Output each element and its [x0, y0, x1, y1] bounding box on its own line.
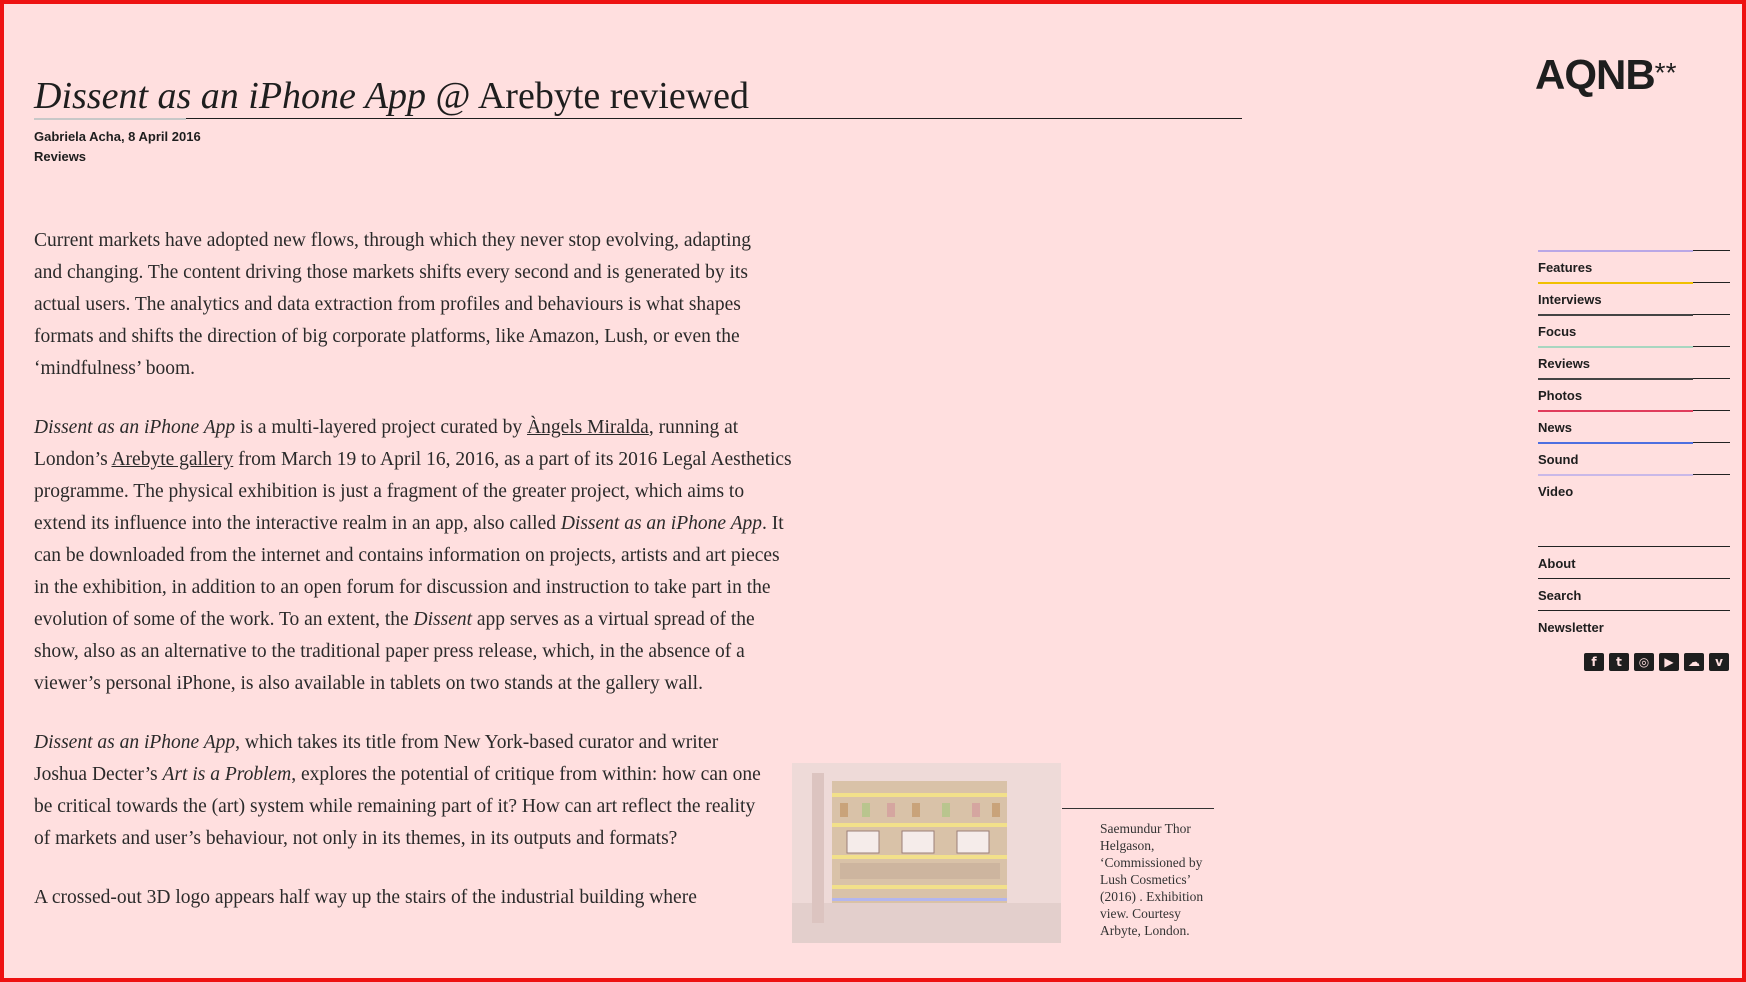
nav-item-newsletter[interactable] — [1538, 610, 1730, 642]
nav-label: Focus — [1538, 324, 1577, 339]
nav-label: Sound — [1538, 452, 1579, 467]
nav-label: News — [1538, 420, 1572, 435]
main-nav — [1538, 250, 1730, 506]
title-rule — [34, 118, 1242, 119]
nav-accent — [1538, 314, 1693, 316]
curator-link[interactable]: Àngels Miralda — [526, 417, 649, 438]
nav-item-sound[interactable] — [1538, 442, 1730, 474]
text: , running at London’s — [34, 417, 739, 470]
paragraph-1: Current markets have adopted new flows, through which they never stop evolving, adapting and changing. The content driving those markets shifts every second and is generated by its actual users. The analytics and data extraction from profiles and behaviours is what shapes formats and shifts the direction of big corporate platforms, like Amazon, Lush, or even the ‘mindfulness’ boom. — [34, 230, 751, 379]
title-italic: Dissent as an iPhone App — [34, 75, 426, 117]
nav-accent — [1538, 442, 1693, 444]
paragraph-3 — [34, 727, 764, 855]
paragraph-2 — [34, 412, 794, 700]
instagram-icon[interactable]: ◎ — [1634, 653, 1654, 671]
article-header — [34, 68, 1242, 124]
nav-accent — [1538, 346, 1693, 348]
nav-accent — [1538, 378, 1693, 380]
soundcloud-icon[interactable]: ☁ — [1684, 653, 1704, 671]
byline: Gabriela Acha, 8 April 2016 — [34, 129, 201, 144]
text: from March 19 to April 16, 2016, as a part of its 2016 Legal Aesthetics programme. The physical exhibition is just a fragment of the greater project, which aims to extend its influence into the interactive realm in an app, also called — [34, 449, 792, 534]
nav-label: Search — [1538, 588, 1582, 603]
logo-text: AQNB — [1535, 51, 1655, 98]
nav-accent — [1538, 250, 1693, 252]
article-body — [34, 225, 794, 941]
nav-label: About — [1538, 556, 1576, 571]
nav-item-video[interactable] — [1538, 474, 1730, 506]
exhibition-image[interactable] — [792, 763, 1061, 943]
title-rest: @ Arebyte reviewed — [425, 75, 749, 117]
secondary-nav — [1538, 546, 1730, 642]
italic-text: Art is a Problem — [162, 764, 292, 785]
nav-accent — [1538, 474, 1693, 476]
nav-item-search[interactable] — [1538, 578, 1730, 610]
nav-label: Newsletter — [1538, 620, 1604, 635]
image-caption: Saemundur Thor Helgason, ‘Commissioned by Lush Cosmetics’ (2016) . Exhibition view. Courtesy Arbyte, London. — [1100, 821, 1204, 938]
nav-item-focus[interactable] — [1538, 314, 1730, 346]
nav-label: Video — [1538, 484, 1574, 499]
text: app serves as a virtual spread of the show, also as an alternative to the traditional paper press release, which, in the absence of a viewer’s personal iPhone, is also available in tablets on two stands at the gallery wall. — [34, 609, 755, 694]
title-rule-accent — [34, 118, 186, 120]
nav-item-features[interactable] — [1538, 250, 1730, 282]
facebook-icon[interactable]: f — [1584, 653, 1604, 671]
social-links — [1584, 653, 1729, 671]
article-title — [34, 68, 1242, 124]
text: is a multi-layered project curated by — [235, 417, 527, 438]
nav-label: Features — [1538, 260, 1593, 275]
vimeo-icon[interactable]: v — [1709, 653, 1729, 671]
paragraph-4: A crossed-out 3D logo appears half way up the stairs of the industrial building where — [34, 887, 697, 908]
nav-item-photos[interactable] — [1538, 378, 1730, 410]
italic-text: Dissent as an iPhone App — [34, 417, 236, 438]
text: . It can be downloaded from the internet and contains information on projects, artists and art pieces in the exhibition, in addition to an open forum for discussion and instruction to take part in the evolution of some of the work. To an extent, the — [34, 513, 784, 630]
nav-label: Reviews — [1538, 356, 1591, 371]
logo-stars: ** — [1654, 57, 1677, 88]
exhibition-photo — [792, 763, 1061, 943]
twitter-icon[interactable]: t — [1609, 653, 1629, 671]
nav-label: Photos — [1538, 388, 1583, 403]
nav-label: Interviews — [1538, 292, 1602, 307]
nav-item-about[interactable] — [1538, 546, 1730, 578]
nav-item-news[interactable] — [1538, 410, 1730, 442]
gallery-link[interactable]: Arebyte gallery — [111, 449, 234, 470]
nav-item-interviews[interactable] — [1538, 282, 1730, 314]
site-logo[interactable] — [1535, 52, 1676, 98]
italic-text: Dissent as an iPhone App — [34, 732, 236, 753]
nav-item-reviews[interactable] — [1538, 346, 1730, 378]
text: , explores the potential of critique from within: how can one be critical towards the (art) system while remaining part of it? How can art reflect the reality of markets and user’s behaviour, not only in its themes, in its outputs and formats? — [34, 764, 761, 849]
category-link[interactable]: Reviews — [34, 149, 87, 164]
text: , which takes its title from New York-based curator and writer Joshua Decter’s — [34, 732, 719, 785]
article-meta — [34, 127, 201, 167]
youtube-icon[interactable]: ▶ — [1659, 653, 1679, 671]
nav-accent — [1538, 282, 1693, 284]
italic-text: Dissent — [413, 609, 473, 630]
italic-text: Dissent as an iPhone App — [560, 513, 762, 534]
caption-rule — [1062, 808, 1214, 809]
nav-accent — [1538, 410, 1693, 412]
